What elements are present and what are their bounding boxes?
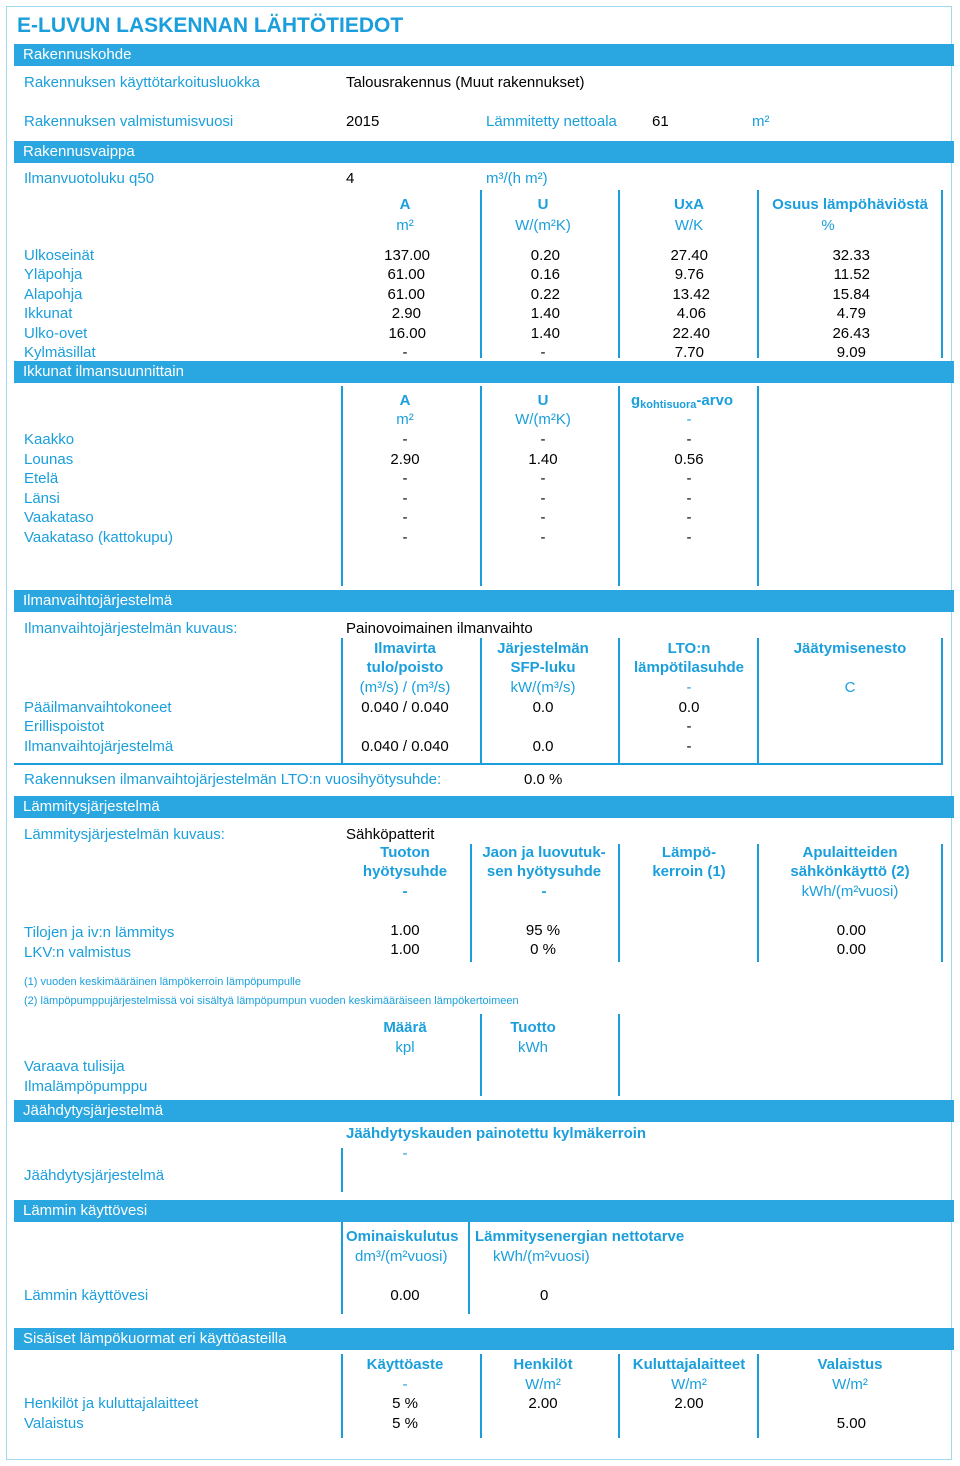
iv-header-lampotilasuhde: lämpötilasuhde (633, 659, 745, 676)
vaippa-row-name: Ulko-ovet (24, 325, 88, 342)
lam-header-jaon: Jaon ja luovutuk- (482, 844, 606, 861)
nettoala-value: 61 (652, 113, 669, 130)
q50-value: 4 (346, 170, 355, 187)
ikkunat-row-u: - (540, 509, 546, 526)
kayttovesi-unit-ominaiskulutus: dm³/(m²vuosi) (355, 1248, 448, 1265)
kuormat-unit-valaistus: W/m² (832, 1376, 868, 1393)
section-title: Sisäiset lämpökuormat eri käyttöasteilla (23, 1330, 287, 1347)
divider (618, 1014, 620, 1096)
ikkunat-unit-a: m² (396, 411, 414, 428)
vaippa-row-name: Yläpohja (24, 266, 83, 283)
iv-header-tulopoisto: tulo/poisto (366, 659, 444, 676)
divider (468, 1222, 470, 1314)
divider (757, 1354, 759, 1438)
kuormat-row-kayttoaste: 5 % (392, 1415, 418, 1432)
kuormat-unit-henkilot: W/m² (525, 1376, 561, 1393)
lam-unit-jaon: - (541, 883, 547, 900)
ikkunat-row-u: - (540, 490, 546, 507)
ikkunat-row-name: Vaakataso (kattokupu) (24, 529, 173, 546)
kuormat-row-name: Henkilöt ja kuluttajalaitteet (24, 1395, 199, 1412)
divider (941, 844, 943, 962)
ilmanvaihto-kuvaus-value: Painovoimainen ilmanvaihto (346, 620, 533, 637)
section-bar-lammitys (14, 796, 954, 818)
col-unit-a: m² (396, 217, 414, 234)
vaippa-row-ua: 9.76 (674, 266, 704, 283)
iv-header-ilmavirta: Ilmavirta (374, 640, 436, 657)
nettoala-label: Lämmitetty nettoala (486, 113, 617, 130)
page-title: E-LUVUN LASKENNAN LÄHTÖTIEDOT (17, 14, 404, 37)
section-bar-rakennusvaippa (14, 141, 954, 163)
ikkunat-unit-g: - (686, 411, 692, 428)
section-title: Rakennuskohde (23, 46, 132, 63)
kuormat-unit-kayttoaste: - (402, 1376, 408, 1393)
ikkunat-header-a: A (399, 392, 411, 409)
vaippa-row-a: 137.00 (384, 247, 430, 264)
iv-unit-sfp: kW/(m³/s) (510, 679, 576, 696)
vaippa-row-a: - (402, 344, 408, 361)
col-unit-uxa: W/K (674, 217, 704, 234)
col-unit-u: W/(m²K) (515, 217, 571, 234)
vaippa-row-u: 0.16 (530, 266, 560, 283)
section-bar-rakennuskohde (14, 44, 954, 66)
vaippa-row-osuus: 11.52 (833, 266, 870, 283)
divider (757, 638, 759, 764)
kuormat-header-kuluttajalaitteet: Kuluttajalaitteet (632, 1356, 746, 1373)
divider (14, 763, 943, 765)
iv-unit-lto: - (686, 679, 692, 696)
section-bar-jaahdytys (14, 1100, 954, 1122)
lam-row-jaon: 95 % (525, 922, 561, 939)
ikkunat-row-name: Länsi (24, 490, 60, 507)
lam-unit-apulaitteiden: kWh/(m²vuosi) (801, 883, 899, 900)
section-title: Jäähdytysjärjestelmä (23, 1102, 164, 1119)
vaippa-row-u: - (540, 344, 546, 361)
ikkunat-row-name: Vaakataso (24, 509, 94, 526)
kuormat-row-kuluttajalaitteet: 2.00 (674, 1395, 704, 1412)
iv-row-name: Erillispoistot (24, 718, 105, 735)
vaippa-row-ua: 22.40 (672, 325, 710, 342)
section-title: Lämmitysjärjestelmä (23, 798, 160, 815)
lam-row-name: LKV:n valmistus (24, 944, 131, 961)
lam-header-kerroin: kerroin (1) (652, 863, 726, 880)
kuormat-row-valaistus: 5.00 (836, 1415, 866, 1432)
vaippa-row-a: 61.00 (387, 286, 425, 303)
kayttotarkoitusluokka-value: Talousrakennus (Muut rakennukset) (346, 74, 585, 91)
lam-row-apulaitteet: 0.00 (836, 922, 866, 939)
header-tuotto: Tuotto (510, 1019, 556, 1036)
divider (941, 190, 943, 358)
kuormat-row-name: Valaistus (24, 1415, 84, 1432)
divider (341, 638, 343, 764)
g-symbol: g (631, 392, 641, 409)
ikkunat-row-u: - (540, 529, 546, 546)
iv-header-jaatymisenesto: Jäätymisenesto (793, 640, 907, 657)
lam-row-jaon: 0 % (530, 941, 556, 958)
vaippa-row-osuus: 9.09 (836, 344, 866, 361)
iv-row-sfp: 0.0 (532, 738, 554, 755)
lam-header-apulaitteiden: Apulaitteiden (802, 844, 898, 861)
divider (480, 1354, 482, 1438)
col-header-u: U (537, 196, 549, 213)
divider (941, 638, 943, 764)
section-bar-kuormat (14, 1328, 954, 1350)
col-unit-osuus: % (821, 217, 835, 234)
unit-maara: kpl (395, 1039, 415, 1056)
kuormat-row-kayttoaste: 5 % (392, 1395, 418, 1412)
row-ilmalampopumppu: Ilmalämpöpumppu (24, 1078, 148, 1095)
ikkunat-row-a: - (402, 431, 408, 448)
iv-row-lto: 0.0 (678, 699, 700, 716)
vaippa-row-a: 61.00 (387, 266, 425, 283)
vaippa-row-u: 0.20 (530, 247, 560, 264)
vaippa-row-ua: 27.40 (670, 247, 708, 264)
vaippa-row-a: 2.90 (391, 305, 421, 322)
divider (618, 190, 620, 358)
lam-unit-tuoton: - (402, 883, 408, 900)
section-bar-ikkunat (14, 361, 954, 383)
valmistumisvuosi-label: Rakennuksen valmistumisvuosi (24, 113, 234, 130)
ikkunat-row-g: 0.56 (674, 451, 704, 468)
ikkunat-row-a: - (402, 490, 408, 507)
unit-tuotto: kWh (518, 1039, 548, 1056)
divider (618, 386, 620, 586)
row-varaava-tulisija: Varaava tulisija (24, 1058, 125, 1075)
ikkunat-row-g: - (686, 470, 692, 487)
col-header-a: A (399, 196, 411, 213)
lam-header-sahkonkaytto: sähkönkäyttö (2) (790, 863, 910, 880)
lam-header-sen-hyotysuhde: sen hyötysuhde (486, 863, 602, 880)
ikkunat-row-name: Lounas (24, 451, 74, 468)
ikkunat-row-u: - (540, 470, 546, 487)
ikkunat-row-a: - (402, 529, 408, 546)
g-subscript: kohtisuora (640, 399, 697, 411)
lammitys-kuvaus-value: Sähköpatterit (346, 826, 435, 843)
iv-row-name: Pääilmanvaihtokoneet (24, 699, 172, 716)
lam-header-tuoton: Tuoton (380, 844, 430, 861)
ikkunat-row-name: Etelä (24, 470, 59, 487)
nettoala-unit: m² (752, 113, 770, 130)
iv-row-sfp: 0.0 (532, 699, 554, 716)
iv-row-lto: - (686, 718, 692, 735)
section-bar-kayttovesi (14, 1200, 954, 1222)
vaippa-row-u: 1.40 (530, 305, 560, 322)
vaippa-row-ua: 13.42 (672, 286, 710, 303)
divider (757, 386, 759, 586)
q50-unit: m³/(h m²) (486, 170, 548, 187)
divider (757, 844, 759, 962)
lam-header-hyotysuhde: hyötysuhde (362, 863, 448, 880)
divider (480, 1014, 482, 1096)
divider (341, 1354, 343, 1438)
divider (341, 1222, 343, 1314)
kayttovesi-row-name: Lämmin käyttövesi (24, 1287, 149, 1304)
kuormat-header-valaistus: Valaistus (817, 1356, 883, 1373)
iv-unit-ilmavirta: (m³/s) / (m³/s) (359, 679, 451, 696)
vaippa-row-u: 0.22 (530, 286, 560, 303)
ikkunat-row-name: Kaakko (24, 431, 75, 448)
lam-row-apulaitteet: 0.00 (836, 941, 866, 958)
divider (480, 386, 482, 586)
jaahdytys-header: Jäähdytyskauden painotettu kylmäkerroin (346, 1125, 647, 1142)
vaippa-row-osuus: 32.33 (832, 247, 870, 264)
divider (341, 386, 343, 586)
iv-header-jarjestelman: Järjestelmän (497, 640, 589, 657)
iv-header-lto: LTO:n (667, 640, 711, 657)
footnote-2: (2) lämpöpumppujärjestelmissä voi sisältyä lämpöpumpun vuoden keskimääräiseen lämpökertoimeen (24, 995, 519, 1007)
lam-row-tuoton: 1.00 (390, 941, 420, 958)
ikkunat-header-u: U (537, 392, 549, 409)
vaippa-row-u: 1.40 (530, 325, 560, 342)
lam-header-lampo: Lämpö- (661, 844, 717, 861)
vaippa-row-name: Kylmäsillat (24, 344, 96, 361)
section-title: Ilmanvaihtojärjestelmä (23, 592, 173, 609)
divider (480, 638, 482, 764)
ikkunat-row-g: - (686, 490, 692, 507)
lammitys-kuvaus-label: Lämmitysjärjestelmän kuvaus: (24, 826, 225, 843)
iv-row-ilmavirta: 0.040 / 0.040 (361, 738, 449, 755)
ikkunat-row-a: 2.90 (390, 451, 420, 468)
vaippa-row-osuus: 26.43 (832, 325, 870, 342)
divider (341, 1148, 343, 1192)
kayttotarkoitusluokka-label: Rakennuksen käyttötarkoitusluokka (24, 74, 260, 91)
ikkunat-row-g: - (686, 509, 692, 526)
vaippa-row-ua: 4.06 (676, 305, 706, 322)
jaahdytys-row: Jäähdytysjärjestelmä (24, 1167, 165, 1184)
divider (470, 844, 472, 962)
vaippa-row-osuus: 4.79 (836, 305, 866, 322)
g-suffix: -arvo (696, 392, 734, 409)
kuormat-header-henkilot: Henkilöt (513, 1356, 573, 1373)
iv-row-lto: - (686, 738, 692, 755)
vaippa-row-name: Alapohja (24, 286, 83, 303)
divider (480, 190, 482, 358)
iv-row-ilmavirta: 0.040 / 0.040 (361, 699, 449, 716)
iv-header-sfp: SFP-luku (510, 659, 576, 676)
divider (618, 638, 620, 764)
vaippa-row-name: Ikkunat (24, 305, 73, 322)
footnote-1: (1) vuoden keskimääräinen lämpökerroin lämpöpumpulle (24, 976, 301, 988)
col-header-uxa: UxA (673, 196, 704, 213)
ikkunat-row-a: - (402, 509, 408, 526)
divider (618, 844, 620, 962)
ilmanvaihto-kuvaus-label: Ilmanvaihtojärjestelmän kuvaus: (24, 620, 238, 637)
lto-vuosihyotysuhde-label: Rakennuksen ilmanvaihtojärjestelmän LTO:n vuosihyötysuhde: (24, 771, 442, 788)
iv-unit-jaatymisenesto: C (844, 679, 856, 696)
ikkunat-row-u: 1.40 (528, 451, 558, 468)
ikkunat-row-g: - (686, 431, 692, 448)
vaippa-row-osuus: 15.84 (832, 286, 870, 303)
ikkunat-row-g: - (686, 529, 692, 546)
kuormat-unit-kuluttajalaitteet: W/m² (671, 1376, 707, 1393)
lam-row-tuoton: 1.00 (390, 922, 420, 939)
section-title: Ikkunat ilmansuunnittain (23, 363, 184, 380)
divider (618, 1354, 620, 1438)
col-header-osuus: Osuus lämpöhäviöstä (772, 196, 928, 213)
iv-row-name: Ilmanvaihtojärjestelmä (24, 738, 174, 755)
lam-row-name: Tilojen ja iv:n lämmitys (24, 924, 175, 941)
divider (757, 190, 759, 358)
valmistumisvuosi-value: 2015 (346, 113, 380, 130)
kayttovesi-header-ominaiskulutus: Ominaiskulutus (346, 1228, 459, 1245)
kuormat-header-kayttoaste: Käyttöaste (366, 1356, 444, 1373)
jaahdytys-value: - (402, 1145, 408, 1162)
kayttovesi-row-nettotarve: 0 (540, 1287, 549, 1304)
kayttovesi-header-nettotarve: Lämmitysenergian nettotarve (475, 1228, 685, 1245)
ikkunat-row-u: - (540, 431, 546, 448)
vaippa-row-ua: 7.70 (674, 344, 704, 361)
section-title: Lämmin käyttövesi (23, 1202, 148, 1219)
vaippa-row-a: 16.00 (388, 325, 426, 342)
kayttovesi-row-ominaiskulutus: 0.00 (390, 1287, 420, 1304)
lto-vuosihyotysuhde-value: 0.0 % (524, 771, 563, 788)
section-bar-ilmanvaihto (14, 590, 954, 612)
q50-label: Ilmanvuotoluku q50 (24, 170, 155, 187)
vaippa-row-name: Ulkoseinät (24, 247, 95, 264)
header-maara: Määrä (383, 1019, 427, 1036)
section-title: Rakennusvaippa (23, 143, 135, 160)
ikkunat-row-a: - (402, 470, 408, 487)
ikkunat-unit-u: W/(m²K) (515, 411, 571, 428)
kayttovesi-unit-nettotarve: kWh/(m²vuosi) (493, 1248, 590, 1265)
kuormat-row-henkilot: 2.00 (528, 1395, 558, 1412)
